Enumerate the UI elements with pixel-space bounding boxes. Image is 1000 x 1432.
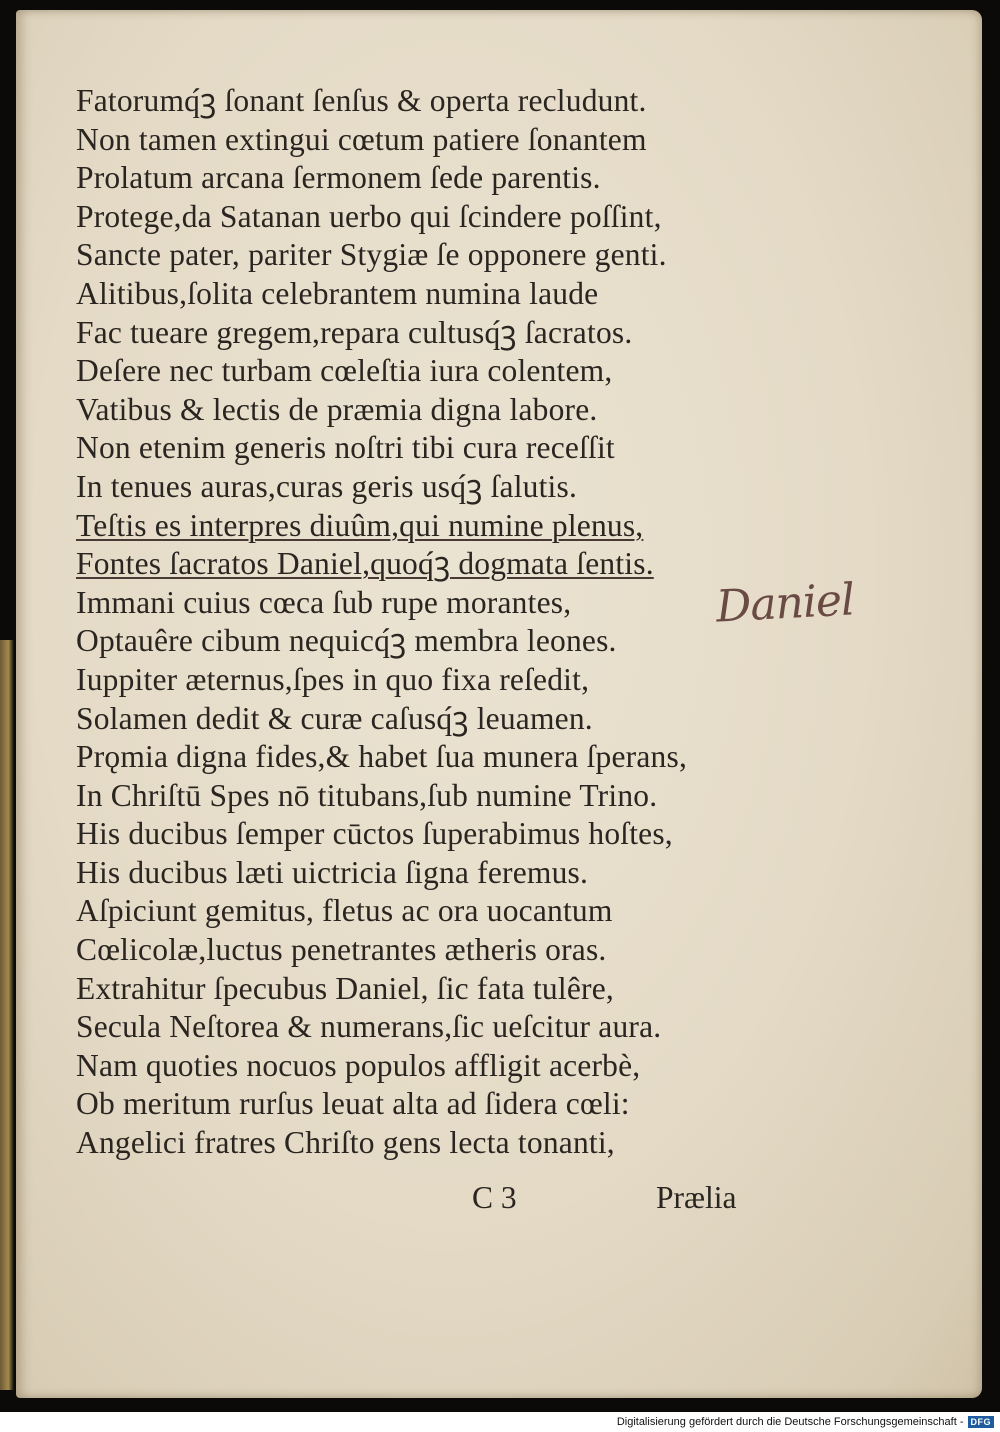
verse-line-text: Cœlicolæ,luctus penetrantes ætheris oras. — [76, 932, 607, 968]
verse-line — [76, 121, 796, 160]
verse-line — [76, 970, 796, 1009]
verse-line-text: Fac tueare gregem,repara cultusq́ꝫ ſacratos. — [76, 314, 633, 350]
verse-line-text: Optauêre cibum nequicq́ꝫ membra leones. — [76, 623, 617, 659]
verse-line — [76, 468, 796, 507]
verse-line-text: Iuppiter æternus,ſpes in quo fixa reſedit, — [76, 661, 590, 697]
funding-notice-bar — [0, 1412, 1000, 1432]
verse-line-text: Extrahitur ſpecubus Daniel, ſic fata tulêre, — [76, 970, 614, 1006]
verse-line — [76, 159, 796, 198]
verse-line — [76, 429, 796, 468]
verse-line-text: Secula Neſtorea & numerans,ſic ueſcitur aura. — [76, 1009, 662, 1045]
verse-line-text: Prolatum arcana ſermonem ſede parentis. — [76, 160, 601, 196]
catchword: Prælia — [656, 1180, 737, 1215]
verse-line-text: Sancte pater, pariter Stygiæ ſe opponere genti. — [76, 237, 667, 273]
verse-line-text: In Chriſtū Spes nō titubans,ſub numine Trino. — [76, 777, 658, 813]
page-footer — [76, 1180, 796, 1220]
verse-line-text: Non etenim generis noſtri tibi cura receſſit — [76, 430, 615, 466]
verse-line — [76, 815, 796, 854]
verse-text-block — [76, 82, 796, 1163]
verse-line-text: Prǫmia digna fides,& habet ſua munera ſperans, — [76, 739, 688, 775]
book-spine-edge — [0, 640, 14, 1390]
verse-line — [76, 931, 796, 970]
verse-line-text: Protege,da Satanan uerbo qui ſcindere poſſint, — [76, 198, 662, 234]
verse-line — [76, 391, 796, 430]
verse-line-text: Vatibus & lectis de præmia digna labore. — [76, 391, 598, 427]
verse-line-text: Nam quoties nocuos populos affligit acerbè, — [76, 1047, 641, 1083]
verse-line-text: Teſtis es interpres diuûm,qui numine plenus, — [76, 507, 644, 543]
verse-line-text: Immani cuius cœca ſub rupe morantes, — [76, 584, 572, 620]
verse-line — [76, 777, 796, 816]
verse-line — [76, 1124, 796, 1163]
verse-line — [76, 545, 796, 584]
verse-line — [76, 82, 796, 121]
verse-line — [76, 314, 796, 353]
verse-line-text: His ducibus læti uictricia ſigna feremus. — [76, 854, 589, 890]
handwritten-margin-note: Daniel — [714, 574, 856, 633]
verse-line — [76, 700, 796, 739]
verse-line-text: Alitibus,ſolita celebrantem numina laude — [76, 275, 599, 311]
verse-line-text: Fontes ſacratos Daniel,quoq́ꝫ dogmata ſentis. — [76, 546, 654, 582]
verse-line — [76, 352, 796, 391]
verse-line-text: Aſpiciunt gemitus, fletus ac ora uocantum — [76, 893, 613, 929]
verse-line-text: Angelici fratres Chriſto gens lecta tonanti, — [76, 1125, 615, 1161]
verse-line — [76, 892, 796, 931]
verse-line — [76, 584, 796, 623]
verse-line-text: Solamen dedit & curæ caſusq́ꝫ leuamen. — [76, 700, 593, 736]
verse-line — [76, 1008, 796, 1047]
verse-line-text: Ob meritum rurſus leuat alta ad ſidera cœli: — [76, 1086, 630, 1122]
verse-line — [76, 275, 796, 314]
verse-line-text: His ducibus ſemper cūctos ſuperabimus hoſtes, — [76, 816, 673, 852]
verse-line — [76, 661, 796, 700]
verse-line — [76, 1047, 796, 1086]
verse-line — [76, 738, 796, 777]
dfg-logo: DFG — [968, 1416, 995, 1428]
verse-line — [76, 198, 796, 237]
verse-line — [76, 236, 796, 275]
verse-line-text: Deſere nec turbam cœleſtia iura colentem, — [76, 353, 613, 389]
verse-line — [76, 507, 796, 546]
verse-line-text: Non tamen extingui cœtum patiere ſonantem — [76, 121, 647, 157]
verse-line — [76, 1085, 796, 1124]
verse-line — [76, 854, 796, 893]
verse-line-text: In tenues auras,curas geris usq́ꝫ ſalutis. — [76, 468, 578, 504]
signature-mark: C 3 — [472, 1180, 517, 1215]
verse-line-text: Fatorumq́ꝫ ſonant ſenſus & operta recludunt. — [76, 83, 647, 118]
funding-notice-text: Digitalisierung gefördert durch die Deutsche Forschungsgemeinschaft - — [616, 1416, 964, 1428]
verse-line — [76, 622, 796, 661]
